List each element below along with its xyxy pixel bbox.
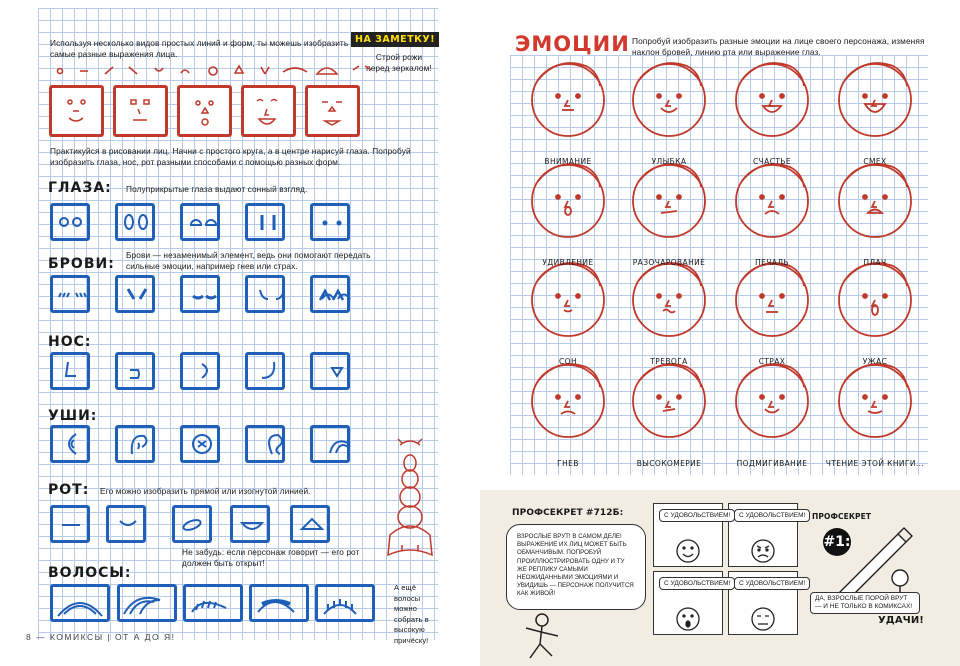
emotion-label: ВЫСОКОМЕРИЕ <box>636 459 702 468</box>
emotion-label: УЛЫБКА <box>651 157 687 166</box>
emotion-face <box>839 63 911 136</box>
emotion-face <box>736 364 808 437</box>
emotion-label: ПЕЧАЛЬ <box>755 258 789 267</box>
emotion-face <box>633 263 705 336</box>
eyes-heading: ГЛАЗА: <box>48 180 112 196</box>
mouth-drawings <box>50 505 350 545</box>
emotion-label: СОН <box>559 357 577 366</box>
mouth-text: Его можно изобразить прямой или изогнутой линией. <box>100 486 311 496</box>
emotion-face <box>633 63 705 136</box>
intro-text: Используя несколько видов простых линий и форм, ты можешь изобразить самые разные выражения лица. <box>50 38 349 59</box>
practice-text: Практикуйся в рисовании лиц. Начни с простого круга, а в центре нарисуй глаза. Попробуй изобразить глаза, нос, рот разными способами с помощью разных форм. <box>50 146 411 167</box>
emotion-face <box>736 263 808 336</box>
nose-heading: НОС: <box>48 334 92 350</box>
brows-heading: БРОВИ: <box>48 256 115 272</box>
brows-text: Брови — незаменимый элемент, ведь они помогают передать сильные эмоции, например гнев или страх. <box>126 250 371 271</box>
emotion-face <box>532 164 604 237</box>
page-footer: 8 — КОМИКСЫ | ОТ А ДО Я! <box>26 632 176 642</box>
emotion-label: ПОДМИГИВАНИЕ <box>736 459 808 468</box>
emotion-label: ЧТЕНИЕ ЭТОЙ КНИГИ... <box>825 459 925 468</box>
ears-heading: УШИ: <box>48 408 98 424</box>
hair-drawings <box>50 584 380 624</box>
emotion-face <box>633 164 705 237</box>
face-features <box>49 85 369 137</box>
emotion-label: РАЗОЧАРОВАНИЕ <box>632 258 706 267</box>
emotion-face <box>532 263 604 336</box>
hair-tip: А ещё волосы можно собрать в высокую причёску! <box>394 583 429 645</box>
pro-secret-title: ПРОФСЕКРЕТ #712Б: <box>512 508 624 518</box>
pro-secret-text: ВЗРОСЛЫЕ ВРУТ! В САМОМ ДЕЛЕ! ВЫРАЖЕНИЕ ИХ ЛИЦ МОЖЕТ БЫТЬ ОБМАНЧИВЫМ. ПОПРОБУЙ ПРОИЛЛЮСТРИРОВАТЬ ОДНУ И ТУ ЖЕ РЕПЛИКУ САМЫМИ НЕОЖИДАННЫМИ ЭМОЦИЯМИ И УВИДИШЬ — ПЕРСОНАЖ ПОЛУЧИТСЯ КАК ЖИВОЙ! <box>506 524 646 610</box>
speech-bubble: С УДОВОЛЬСТВИЕМ! <box>659 509 735 522</box>
emotion-face <box>532 63 604 136</box>
emotion-label: СМЕХ <box>863 157 887 166</box>
emotion-label: ГНЕВ <box>557 459 579 468</box>
emotions-title: ЭМОЦИИ <box>515 32 630 56</box>
emotion-face <box>839 164 911 237</box>
mouth-tip: Не забудь: если персонаж говорит — его рот должен быть открыт! <box>182 547 360 568</box>
topknot-character <box>380 437 440 587</box>
eyes-drawings <box>50 203 350 243</box>
emotion-label: СТРАХ <box>758 357 786 366</box>
emotion-label: ТРЕВОГА <box>650 357 688 366</box>
mouth-heading: РОТ: <box>48 482 90 498</box>
emotion-face <box>532 364 604 437</box>
closing-bubble: ДА, ВЗРОСЛЫЕ ПОРОЙ ВРУТ — И НЕ ТОЛЬКО В КОМИКСАХ! <box>810 592 920 614</box>
pro-secret-label: ПРОФСЕКРЕТ <box>812 512 872 521</box>
emotion-face <box>633 364 705 437</box>
speech-bubble: С УДОВОЛЬСТВИЕМ! <box>734 577 810 590</box>
nose-drawings <box>50 352 350 392</box>
badge-number-one: #1: <box>823 528 851 556</box>
emotion-label: ВНИМАНИЕ <box>544 157 592 166</box>
emotions-intro: Попробуй изобразить разные эмоции на лице своего персонажа, изменяя наклон бровей, линию рта или выражение глаз. <box>632 36 925 57</box>
emotion-face <box>839 364 911 437</box>
speech-bubble: С УДОВОЛЬСТВИЕМ! <box>659 577 735 590</box>
comic-faces <box>653 503 803 643</box>
emotion-label: СЧАСТЬЕ <box>752 157 791 166</box>
emotion-face <box>736 164 808 237</box>
eyes-text: Полуприкрытые глаза выдают сонный взгляд. <box>126 184 308 194</box>
emotion-label: УЖАС <box>862 357 888 366</box>
emotion-label: УДИВЛЕНИЕ <box>542 258 594 267</box>
ears-drawings <box>50 425 350 465</box>
speech-bubble: С УДОВОЛЬСТВИЕМ! <box>734 509 810 522</box>
emotion-face <box>736 63 808 136</box>
emotion-face <box>839 263 911 336</box>
brows-drawings <box>50 275 350 315</box>
hair-heading: ВОЛОСЫ: <box>48 565 132 581</box>
note-badge: НА ЗАМЕТКУ! <box>351 32 439 47</box>
note-text: Строй рожи перед зеркалом! <box>366 52 432 73</box>
running-character <box>512 612 572 662</box>
good-luck-text: УДАЧИ! <box>878 615 924 626</box>
line-shapes <box>55 62 375 82</box>
emotion-label: ПЛАЧ <box>863 258 887 267</box>
